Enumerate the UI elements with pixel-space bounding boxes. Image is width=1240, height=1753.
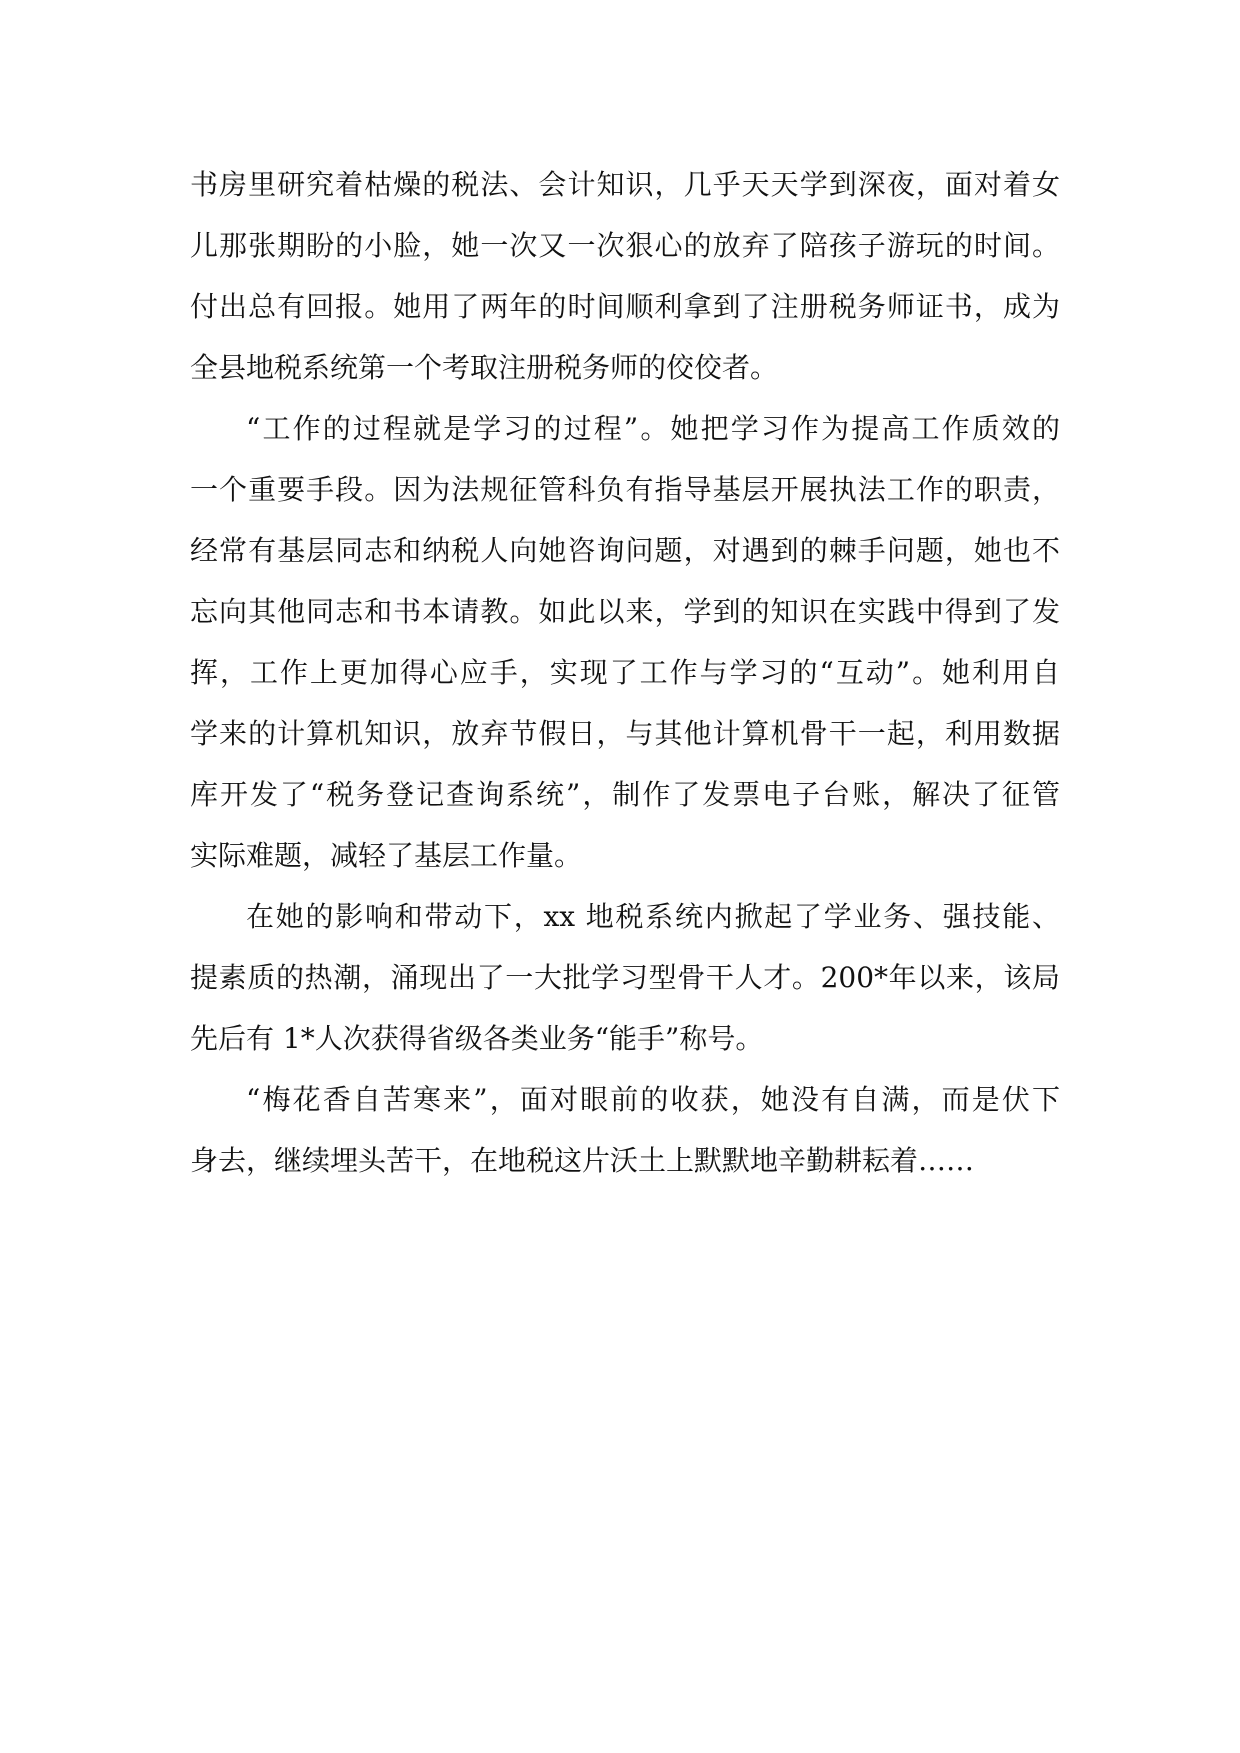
paragraph-1-line-4: 全县地税系统第一个考取注册税务师的佼佼者。 — [190, 351, 779, 384]
paragraph-2-line-3: 经常有基层同志和纳税人向她咨询问题，对遇到的棘手问题，她也不 — [190, 534, 1060, 567]
document-body — [190, 156, 1060, 1190]
paragraph-2-line-8: 实际难题，减轻了基层工作量。 — [190, 839, 583, 872]
paragraph-2-line-5: 挥，工作上更加得心应手，实现了工作与学习的“互动”。她利用自 — [190, 656, 1060, 689]
paragraph-4-line-1: “梅花香自苦寒来”，面对眼前的收获，她没有自满，而是伏下 — [246, 1083, 1060, 1116]
paragraph-1-line-3: 付出总有回报。她用了两年的时间顺利拿到了注册税务师证书，成为 — [190, 290, 1060, 323]
paragraph-4-line-2: 身去，继续埋头苦干，在地税这片沃土上默默地辛勤耕耘着…… — [190, 1144, 975, 1177]
paragraph-2-line-6: 学来的计算机知识，放弃节假日，与其他计算机骨干一起，利用数据 — [190, 717, 1060, 750]
paragraph-3-line-2: 提素质的热潮，涌现出了一大批学习型骨干人才。200*年以来，该局 — [190, 961, 1060, 994]
paragraph-2-line-7: 库开发了“税务登记查询系统”，制作了发票电子台账，解决了征管 — [190, 778, 1060, 811]
paragraph-2-line-1: “工作的过程就是学习的过程”。她把学习作为提高工作质效的 — [246, 412, 1060, 445]
paragraph-3-line-1: 在她的影响和带动下，xx 地税系统内掀起了学业务、强技能、 — [246, 900, 1060, 933]
paragraph-2-line-2: 一个重要手段。因为法规征管科负有指导基层开展执法工作的职责， — [190, 473, 1060, 506]
paragraph-1-line-2: 儿那张期盼的小脸，她一次又一次狠心的放弃了陪孩子游玩的时间。 — [190, 229, 1060, 262]
paragraph-3-line-3: 先后有 1*人次获得省级各类业务“能手”称号。 — [190, 1022, 764, 1055]
paragraph-1-line-1: 书房里研究着枯燥的税法、会计知识，几乎天天学到深夜，面对着女 — [190, 168, 1060, 201]
paragraph-2-line-4: 忘向其他同志和书本请教。如此以来，学到的知识在实践中得到了发 — [190, 595, 1060, 628]
